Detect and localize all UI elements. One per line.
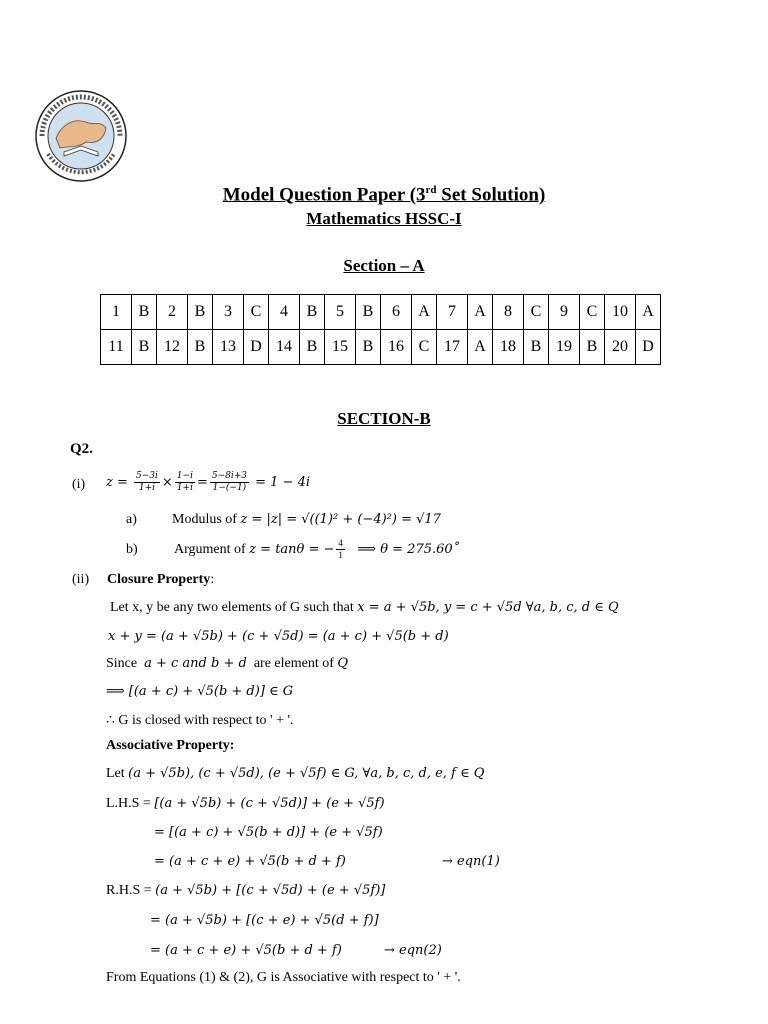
table-row <box>101 330 661 365</box>
closure-line-2: x + y = (a + √5b) + (c + √5d) = (a + c) + √5(b + d) <box>108 629 449 644</box>
question-number: 13 <box>213 330 244 365</box>
sub-label: a) <box>126 512 137 527</box>
fraction: $\frac{5-3i}{1+i}$ <box>136 471 158 493</box>
eqn-2-label: → eqn(2) <box>384 943 442 958</box>
table-row <box>101 295 661 330</box>
answer-letter: B <box>580 330 605 365</box>
part-label: (ii) <box>72 572 90 587</box>
question-number: 2 <box>157 295 188 330</box>
answer-letter: B <box>132 295 157 330</box>
argument-line: Argument of z = tanθ = − $\frac{4}{1}$ ⟹ θ = 275.60˚ <box>174 538 460 561</box>
answer-letter: B <box>356 330 381 365</box>
question-number: 17 <box>437 330 468 365</box>
fraction: $\frac{4}{1}$ <box>338 538 343 561</box>
fbise-seal-icon <box>34 88 128 184</box>
closure-line-3: Since a + c and b + d are element of Q <box>106 656 349 671</box>
complex-equation: z = $\frac{5-3i}{1+i}$ × $\frac{1-i}{1+i}$ = $\frac{5-8i+3}{1-(-1)}$ = 1 − 4i <box>106 471 311 493</box>
answer-letter: B <box>524 330 549 365</box>
fraction: $\frac{5-8i+3}{1-(-1)}$ <box>211 471 247 493</box>
answer-letter: B <box>188 295 213 330</box>
answer-key-table <box>100 294 661 365</box>
answer-letter: C <box>580 295 605 330</box>
associative-conclusion: From Equations (1) & (2), G is Associative with respect to ' + '. <box>106 970 461 985</box>
answer-letter: B <box>188 330 213 365</box>
question-number: 19 <box>549 330 580 365</box>
question-number: 18 <box>493 330 524 365</box>
question-number: 6 <box>381 295 412 330</box>
answer-letter: C <box>412 330 437 365</box>
answer-letter: B <box>132 330 157 365</box>
closure-heading: Closure Property: <box>107 572 215 587</box>
answer-letter: A <box>468 330 493 365</box>
rhs-line-1: R.H.S = (a + √5b) + [(c + √5d) + (e + √5f)] <box>106 883 386 898</box>
lhs-line-2: = [(a + c) + √5(b + d)] + (e + √5f) <box>154 825 383 840</box>
question-number: 5 <box>325 295 356 330</box>
page-subtitle: Mathematics HSSC-I <box>306 209 462 228</box>
answer-letter: B <box>300 330 325 365</box>
question-number: 1 <box>101 295 132 330</box>
lhs-line-1: L.H.S = [(a + √5b) + (c + √5d)] + (e + √5f) <box>106 796 385 811</box>
part-label: (i) <box>72 477 86 492</box>
answer-letter: C <box>524 295 549 330</box>
question-number: 12 <box>157 330 188 365</box>
answer-letter: A <box>636 295 661 330</box>
associative-heading: Associative Property: <box>106 738 235 753</box>
answer-letter: D <box>636 330 661 365</box>
associative-let: Let (a + √5b), (c + √5d), (e + √5f) ∈ G, ∀a, b, c, d, e, f ∈ Q <box>106 766 485 781</box>
question-number: 15 <box>325 330 356 365</box>
sub-label: b) <box>126 542 138 557</box>
rhs-line-2: = (a + √5b) + [(c + e) + √5(d + f)] <box>150 913 379 928</box>
closure-conclusion: ∴ G is closed with respect to ' + '. <box>106 713 294 728</box>
answer-letter: B <box>356 295 381 330</box>
question-number: 4 <box>269 295 300 330</box>
question-number: 10 <box>605 295 636 330</box>
question-number: 7 <box>437 295 468 330</box>
section-b-heading: SECTION-B <box>337 409 431 428</box>
rhs-line-3: = (a + c + e) + √5(b + d + f) <box>150 943 342 958</box>
fbise-logo <box>34 88 128 184</box>
closure-line-4: ⟹ [(a + c) + √5(b + d)] ∈ G <box>106 684 294 699</box>
eqn-1-label: → eqn(1) <box>442 854 500 869</box>
page-title: Model Question Paper (3rd Set Solution) <box>222 184 546 206</box>
question-number: 11 <box>101 330 132 365</box>
question-number: 8 <box>493 295 524 330</box>
closure-line-1: Let x, y be any two elements of G such that x = a + √5b, y = c + √5d ∀a, b, c, d ∈ Q <box>110 600 619 615</box>
answer-letter: D <box>244 330 269 365</box>
fraction: $\frac{1-i}{1+i}$ <box>176 471 193 493</box>
question-number: 14 <box>269 330 300 365</box>
lhs-line-3: = (a + c + e) + √5(b + d + f) <box>154 854 346 869</box>
section-a-heading: Section – A <box>343 256 425 275</box>
modulus-line: Modulus of z = |z| = √((1)² + (−4)²) = √17 <box>172 512 441 527</box>
question-number: 9 <box>549 295 580 330</box>
question-number: 16 <box>381 330 412 365</box>
question-number: 20 <box>605 330 636 365</box>
question-label: Q2. <box>70 441 93 457</box>
answer-letter: B <box>300 295 325 330</box>
question-number: 3 <box>213 295 244 330</box>
answer-letter: A <box>412 295 437 330</box>
answer-letter: C <box>244 295 269 330</box>
answer-letter: A <box>468 295 493 330</box>
